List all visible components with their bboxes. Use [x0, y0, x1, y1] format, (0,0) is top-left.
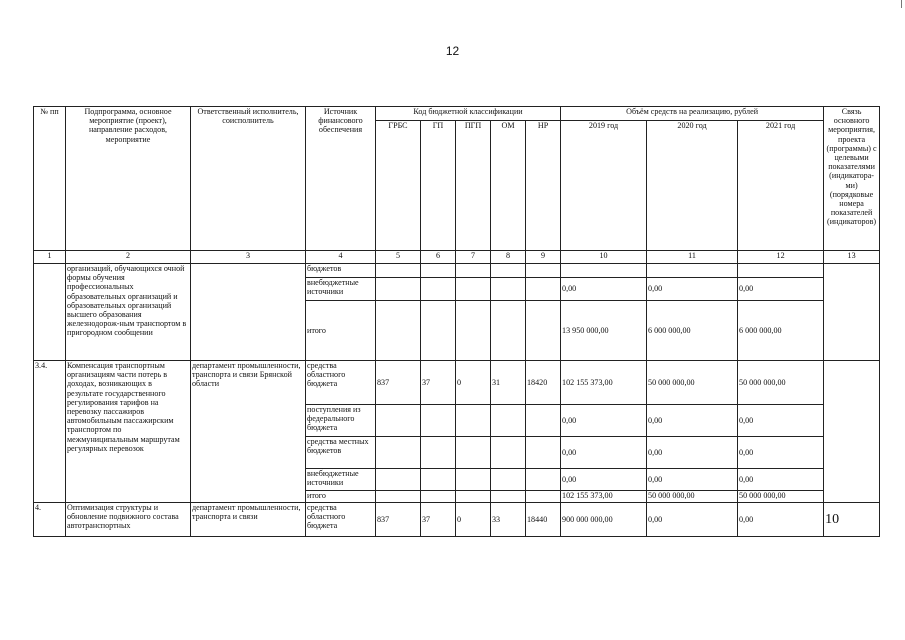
header-grbs: ГРБС	[376, 121, 421, 251]
header-num: № пп	[34, 107, 66, 251]
funding-source: итого	[306, 301, 376, 361]
amount-2020: 50 000 000,00	[647, 361, 738, 405]
header-nr: НР	[526, 121, 561, 251]
column-number: 5	[376, 251, 421, 264]
row-num-cell: 3.4.	[34, 361, 66, 503]
column-numbers-row	[34, 251, 880, 264]
amount-2019: 13 950 000,00	[561, 301, 647, 361]
amount-2020: 0,00	[647, 405, 738, 437]
responsible-cell	[191, 264, 306, 361]
column-number: 8	[491, 251, 526, 264]
column-number: 7	[456, 251, 491, 264]
amount-2021: 0,00	[738, 278, 824, 301]
row-num-cell	[34, 264, 66, 361]
column-number: 10	[561, 251, 647, 264]
row-num-cell: 4.	[34, 503, 66, 537]
amount-2019: 900 000 000,00	[561, 503, 647, 537]
header-code-group: Код бюджетной классификации	[376, 107, 561, 121]
header-year-2020: 2020 год	[647, 121, 738, 251]
code-om: 33	[491, 503, 526, 537]
edge-mark	[901, 0, 902, 8]
table-row	[34, 361, 880, 405]
responsible-cell: департамент промышленности, транспорта и связи Брянской области	[191, 361, 306, 503]
table-row	[34, 264, 880, 278]
indicator-link-number: 10	[824, 503, 880, 537]
column-number: 12	[738, 251, 824, 264]
funding-source: внебюджетные источники	[306, 278, 376, 301]
code-grbs: 837	[376, 503, 421, 537]
link-cell	[824, 264, 880, 361]
funding-source: бюджетов	[306, 264, 376, 278]
page-number: 12	[445, 44, 460, 58]
amount-2020: 0,00	[647, 503, 738, 537]
header-volume-group: Объём средств на реализацию, рублей	[561, 107, 824, 121]
header-subprogram: Подпрограмма, основное мероприятие (проект), направление расходов, мероприятие	[66, 107, 191, 251]
amount-2020: 6 000 000,00	[647, 301, 738, 361]
column-number: 4	[306, 251, 376, 264]
funding-source: средства областного бюджета	[306, 361, 376, 405]
amount-2020: 0,00	[647, 469, 738, 491]
amount-2021: 0,00	[738, 437, 824, 469]
funding-source: поступления из федерального бюджета	[306, 405, 376, 437]
column-number: 6	[421, 251, 456, 264]
measure-description: Компенсация транспортным организациям части потерь в доходах, возникающих в результате государственного регулирования тарифов на перевозку пассажиров автомобильным пассажирским транспортом по межмуниципальным маршрутам регулярных перевозок	[66, 361, 191, 503]
header-gp: ГП	[421, 121, 456, 251]
code-om: 31	[491, 361, 526, 405]
header-link: Связь основного мероприятия, проекта (программы) с целевыми показателями (индикатора-ми) (порядковые номера показателей (индикаторов)	[824, 107, 880, 251]
amount-2020: 50 000 000,00	[647, 491, 738, 503]
amount-2019: 0,00	[561, 469, 647, 491]
funding-source: средства местных бюджетов	[306, 437, 376, 469]
amount-2021	[738, 264, 824, 278]
measure-description: Оптимизация структуры и обновление подвижного состава автотранспортных	[66, 503, 191, 537]
funding-source: внебюджетные источники	[306, 469, 376, 491]
code-gp: 37	[421, 503, 456, 537]
column-number: 11	[647, 251, 738, 264]
amount-2020: 0,00	[647, 278, 738, 301]
column-number: 1	[34, 251, 66, 264]
column-number: 13	[824, 251, 880, 264]
amount-2020: 0,00	[647, 437, 738, 469]
amount-2021: 50 000 000,00	[738, 361, 824, 405]
code-pgp: 0	[456, 361, 491, 405]
amount-2020	[647, 264, 738, 278]
amount-2021: 0,00	[738, 405, 824, 437]
link-cell	[824, 361, 880, 503]
header-row-1	[34, 107, 880, 121]
measure-description: организаций, обучающихся очной формы обучения профессиональных образовательных организаций и образовательных организаций высшего образования железнодорож-ным транспортом в пригородном сообщении	[66, 264, 191, 361]
header-responsible: Ответственный исполнитель, соисполнитель	[191, 107, 306, 251]
header-source: Источник финансового обеспечения	[306, 107, 376, 251]
responsible-cell: департамент промышленности, транспорта и связи	[191, 503, 306, 537]
amount-2021: 6 000 000,00	[738, 301, 824, 361]
amount-2021: 0,00	[738, 469, 824, 491]
amount-2019: 0,00	[561, 278, 647, 301]
amount-2019	[561, 264, 647, 278]
code-gp: 37	[421, 361, 456, 405]
code-grbs: 837	[376, 361, 421, 405]
amount-2021: 50 000 000,00	[738, 491, 824, 503]
amount-2019: 0,00	[561, 437, 647, 469]
funding-source: средства областного бюджета	[306, 503, 376, 537]
header-year-2019: 2019 год	[561, 121, 647, 251]
column-number: 3	[191, 251, 306, 264]
header-pgp: ПГП	[456, 121, 491, 251]
amount-2019: 102 155 373,00	[561, 361, 647, 405]
column-number: 9	[526, 251, 561, 264]
header-om: ОМ	[491, 121, 526, 251]
table-row	[34, 503, 880, 537]
column-number: 2	[66, 251, 191, 264]
amount-2021: 0,00	[738, 503, 824, 537]
funding-source: итого	[306, 491, 376, 503]
header-year-2021: 2021 год	[738, 121, 824, 251]
code-nr: 18420	[526, 361, 561, 405]
code-nr: 18440	[526, 503, 561, 537]
amount-2019: 102 155 373,00	[561, 491, 647, 503]
amount-2019: 0,00	[561, 405, 647, 437]
code-pgp: 0	[456, 503, 491, 537]
budget-table	[33, 106, 880, 537]
